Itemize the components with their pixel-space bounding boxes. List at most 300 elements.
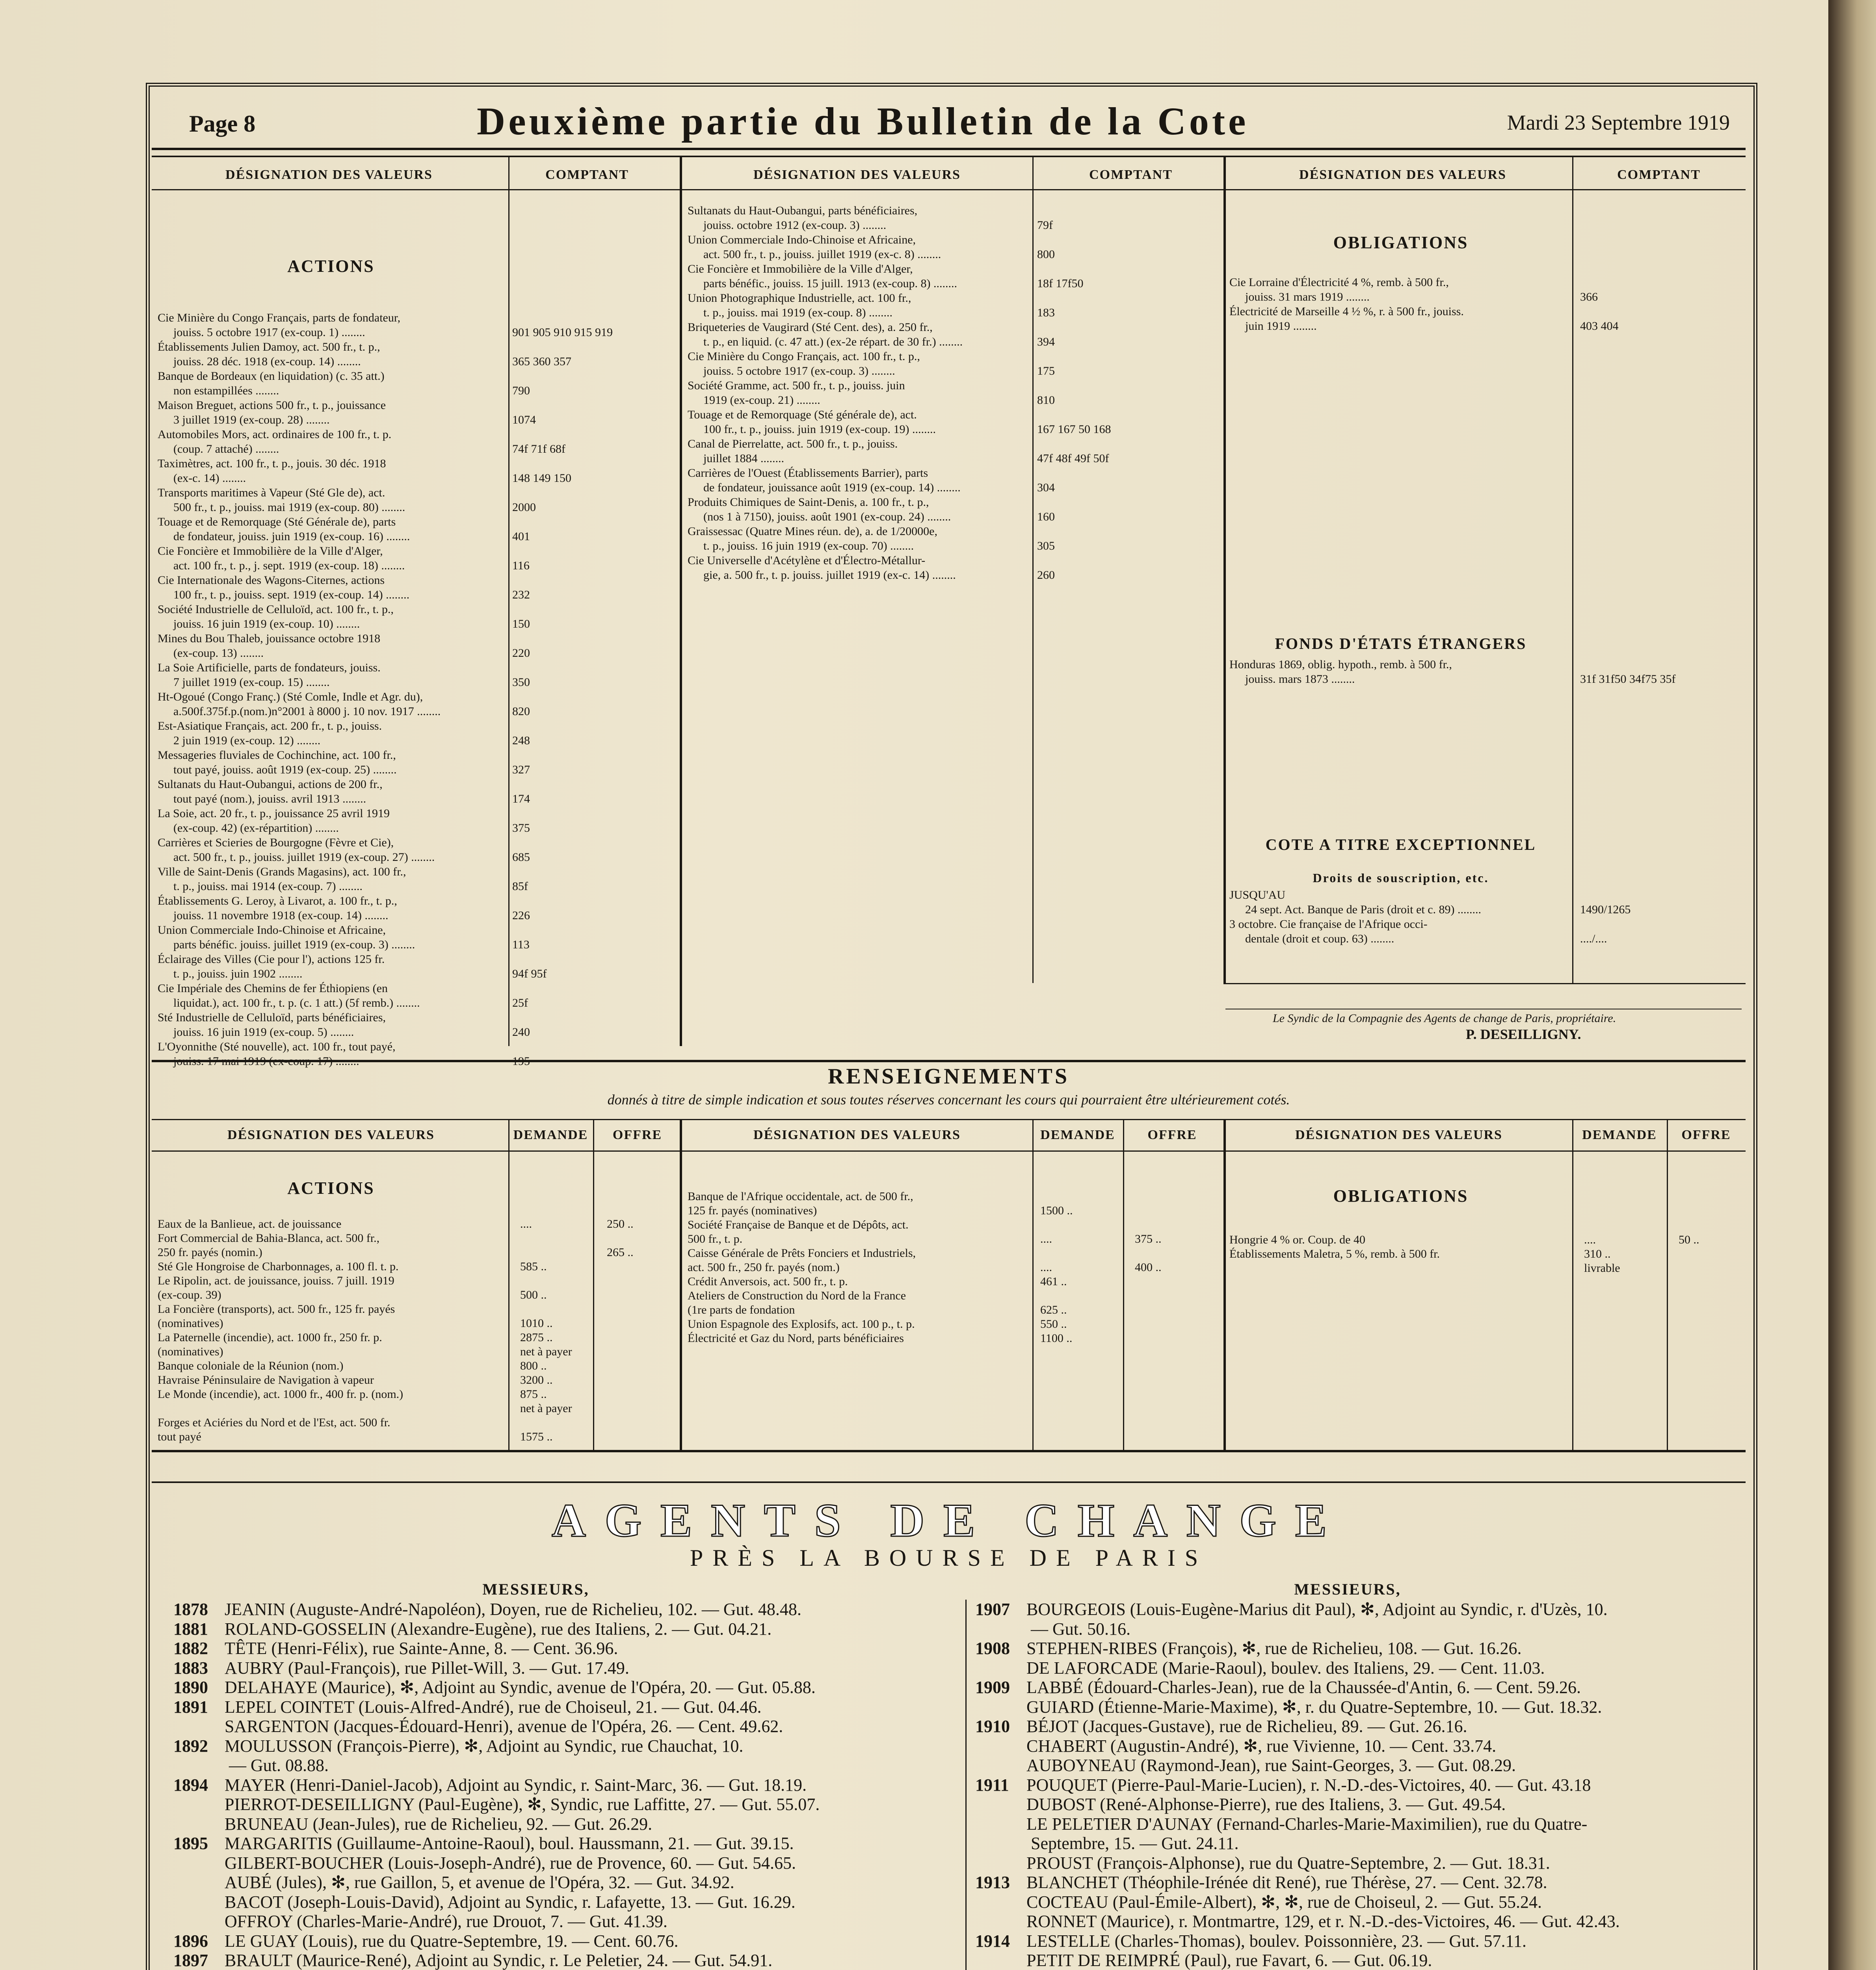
agent-right-entry <box>975 1873 1547 1892</box>
rens-vrule <box>1572 1119 1573 1450</box>
page-title: Deuxième partie du Bulletin de la Cote <box>477 99 1249 143</box>
agent-right-entry <box>975 1756 1516 1775</box>
cote-col1-cours: 790 <box>512 384 530 397</box>
rens-section-obligations: OBLIGATIONS <box>1333 1186 1469 1206</box>
agent-right-entry <box>975 1795 1506 1814</box>
col-header-designation-1: DÉSIGNATION DES VALEURS <box>225 167 433 182</box>
rens-vrule <box>1667 1119 1668 1450</box>
agent-left-name: JEANIN (Auguste-André-Napoléon), Doyen, rue de Richelieu, 102. — Gut. 48.48. <box>225 1600 801 1619</box>
page-date: Mardi 23 Septembre 1919 <box>1507 111 1730 134</box>
agent-right-entry <box>975 1853 1550 1873</box>
agent-right-name: PROUST (François-Alphonse), rue du Quatre-Septembre, 2. — Gut. 18.31. <box>1026 1853 1550 1873</box>
agent-left-year: 1883 <box>173 1658 208 1678</box>
cote-col2-designation: Carrières de l'Ouest (Établissements Barrier), parts <box>688 466 928 479</box>
agent-right-name: PETIT DE REIMPRÉ (Paul), rue Favart, 6. — Gut. 06.19. <box>1026 1951 1432 1970</box>
cote-top-rule <box>152 156 1746 157</box>
cote-vrule <box>1223 156 1226 983</box>
agent-left-year: 1878 <box>173 1600 208 1619</box>
agent-right-name: LABBÉ (Édouard-Charles-Jean), rue de la Chaussée-d'Antin, 6. — Cent. 59.26. <box>1026 1678 1581 1697</box>
rens-col2-designation: Crédit Anversois, act. 500 fr., t. p. <box>688 1275 848 1288</box>
rens-col1-designation: Havraise Péninsulaire de Navigation à vapeur <box>158 1373 374 1386</box>
rens-vrule <box>1032 1119 1034 1450</box>
cote-col2-designation: (nos 1 à 7150), jouiss. août 1901 (ex-coup. 24) ........ <box>703 510 951 523</box>
rens-col3-offre: 50 .. <box>1679 1233 1699 1246</box>
rens-col2-designation: 500 fr., t. p. <box>688 1232 743 1245</box>
agent-right-name: LE PELETIER D'AUNAY (Fernand-Charles-Marie-Maximilien), rue du Quatre- <box>1026 1814 1588 1834</box>
rens-col1-designation: (nominatives) <box>158 1345 223 1358</box>
rens-head-demande-3: DEMANDE <box>1582 1128 1657 1142</box>
cote-col1-cours: 240 <box>512 1026 530 1039</box>
cote-vrule <box>1572 156 1573 983</box>
cote-oblig-cours: 366 <box>1580 290 1598 303</box>
cote-col1-designation: Cie Internationale des Wagons-Citernes, actions <box>158 574 385 587</box>
cote-col1-designation: 2 juin 1919 (ex-coup. 12) ........ <box>173 734 321 747</box>
cote-oblig-designation: jouiss. 31 mars 1919 ........ <box>1245 290 1370 303</box>
cote-col1-designation: Mines du Bou Thaleb, jouissance octobre 1918 <box>158 632 381 645</box>
cote-col1-designation: La Soie, act. 20 fr., t. p., jouissance 25 avril 1919 <box>158 807 390 820</box>
rens-head-demande-2: DEMANDE <box>1040 1128 1115 1142</box>
rens-col2-designation: Société Française de Banque et de Dépôts, act. <box>688 1218 909 1231</box>
cote-col2-designation: de fondateur, jouissance août 1919 (ex-coup. 14) ........ <box>703 481 961 494</box>
agent-right-entry <box>975 1619 1130 1639</box>
syndic-text: Le Syndic de la Compagnie des Agents de change de Paris, propriétaire. <box>1273 1012 1616 1025</box>
cote-col1-designation: Est-Asiatique Français, act. 200 fr., t. p., jouiss. <box>158 719 382 732</box>
rens-col2-designation: Banque de l'Afrique occidentale, act. de 500 fr., <box>688 1190 913 1203</box>
cote-col2-cours: 160 <box>1037 510 1055 523</box>
rens-col1-offre: 265 .. <box>607 1246 634 1259</box>
rens-head-designation-1: DÉSIGNATION DES VALEURS <box>227 1128 435 1142</box>
cote-oblig-cours: 403 404 <box>1580 320 1619 333</box>
agent-left-year: 1894 <box>173 1775 208 1795</box>
cote-oblig-designation: Électricité de Marseille 4 ½ %, r. à 500 fr., jouiss. <box>1229 305 1464 318</box>
rens-head-designation-3: DÉSIGNATION DES VALEURS <box>1295 1128 1502 1142</box>
rens-head-offre-3: OFFRE <box>1681 1128 1731 1142</box>
page-header <box>154 91 1742 150</box>
rens-col3-designation: Établissements Maletra, 5 %, remb. à 500 fr. <box>1229 1247 1440 1260</box>
cote-col1-cours: 226 <box>512 909 530 922</box>
col-header-comptant-1: COMPTANT <box>545 167 629 182</box>
cote-col1-designation: jouiss. 5 octobre 1917 (ex-coup. 1) ........ <box>173 326 365 339</box>
cote-col1-cours: 116 <box>512 559 530 572</box>
agent-right-entry <box>975 1931 1526 1951</box>
col-header-comptant-2: COMPTANT <box>1089 167 1173 182</box>
rens-col2-demande: 461 .. <box>1040 1275 1067 1288</box>
agent-right-year: 1907 <box>975 1600 1010 1619</box>
cote-col1-designation: Touage et de Remorquage (Sté Générale de), parts <box>158 515 396 528</box>
cote-col1-cours: 375 <box>512 821 530 834</box>
agent-left-name: BRUNEAU (Jean-Jules), rue de Richelieu, 92. — Gut. 26.29. <box>225 1814 653 1834</box>
cote-col1-designation: Banque de Bordeaux (en liquidation) (c. 35 att.) <box>158 370 385 383</box>
cote-oblig-designation: juin 1919 ........ <box>1245 320 1317 333</box>
cote-col1-designation: Taximètres, act. 100 fr., t. p., jouis. 30 déc. 1918 <box>158 457 386 470</box>
agent-right-entry <box>975 1736 1496 1756</box>
rens-vrule <box>680 1119 682 1450</box>
section-cote-exceptionnelle: COTE A TITRE EXCEPTIONNEL <box>1265 836 1536 853</box>
cote-col2-cours: 79f <box>1037 219 1053 232</box>
cote-vrule <box>1032 156 1034 983</box>
rens-col1-designation: (nominatives) <box>158 1317 223 1330</box>
cote-col2-designation: gie, a. 500 fr., t. p. jouiss. juillet 1919 (ex-c. 14) ........ <box>703 569 956 582</box>
rens-vrule <box>593 1119 594 1450</box>
rens-col1-designation: Sté Gle Hongroise de Charbonnages, a. 100 fl. t. p. <box>158 1260 399 1273</box>
cote-col2-cours: 175 <box>1037 364 1055 377</box>
cote-col1-cours: 74f 71f 68f <box>512 442 565 455</box>
rens-col2-offre: 400 .. <box>1135 1261 1162 1274</box>
cote-col1-designation: Transports maritimes à Vapeur (Sté Gle de), act. <box>158 486 385 499</box>
agent-right-entry <box>975 1775 1591 1795</box>
agent-left-name: — Gut. 08.88. <box>225 1756 329 1775</box>
agent-left-name: SARGENTON (Jacques-Édouard-Henri), avenue de l'Opéra, 26. — Cent. 49.62. <box>225 1717 783 1736</box>
rens-col1-designation: Eaux de la Banlieue, act. de jouissance <box>158 1217 342 1230</box>
agent-right-entry <box>975 1678 1581 1697</box>
agent-left-name: MAYER (Henri-Daniel-Jacob), Adjoint au Syndic, r. Saint-Marc, 36. — Gut. 18.19. <box>225 1775 807 1795</box>
cote-col1-designation: parts bénéfic. jouiss. juillet 1919 (ex-coup. 3) ........ <box>173 938 415 951</box>
agent-right-name: BOURGEOIS (Louis-Eugène-Marius dit Paul), ✻, Adjoint au Syndic, r. d'Uzès, 10. <box>1026 1600 1608 1619</box>
agent-left-entry <box>173 1795 820 1814</box>
cote-vrule <box>680 156 682 1046</box>
agent-right-year: 1909 <box>975 1678 1010 1697</box>
cote-col2-designation: t. p., jouiss. mai 1919 (ex-coup. 8) ........ <box>703 306 892 319</box>
agent-left-entry <box>173 1658 629 1678</box>
cote-col1-cours: 248 <box>512 734 530 747</box>
cote-col1-designation: Cie Impériale des Chemins de fer Éthiopiens (en <box>158 982 388 995</box>
renseignements-title: RENSEIGNEMENTS <box>827 1064 1070 1089</box>
cote-col2-designation: jouiss. octobre 1912 (ex-coup. 3) ........ <box>703 219 887 232</box>
agent-right-name: RONNET (Maurice), r. Montmartre, 129, et r. N.-D.-des-Victoires, 46. — Gut. 42.43. <box>1026 1912 1620 1931</box>
cote-col2-cours: 800 <box>1037 248 1055 261</box>
agent-right-name: DUBOST (René-Alphonse-Pierre), rue des Italiens, 3. — Gut. 49.54. <box>1026 1795 1506 1814</box>
col-header-designation-2: DÉSIGNATION DES VALEURS <box>753 167 961 182</box>
rens-col2-designation: Ateliers de Construction du Nord de la France <box>688 1289 906 1302</box>
cote-col1-designation: act. 100 fr., t. p., j. sept. 1919 (ex-coup. 18) ........ <box>173 559 405 572</box>
agent-right-entry <box>975 1639 1522 1658</box>
cote-col1-designation: tout payé (nom.), jouiss. avril 1913 ........ <box>173 792 366 805</box>
rens-col2-designation: (1re parts de fondation <box>688 1303 795 1316</box>
agent-right-name: GUIARD (Étienne-Marie-Maxime), ✻, r. du Quatre-Septembre, 10. — Gut. 18.32. <box>1026 1697 1602 1717</box>
cote-col1-cours: 113 <box>512 938 530 951</box>
agent-left-name: LEPEL COINTET (Louis-Alfred-André), rue de Choiseul, 21. — Gut. 04.46. <box>225 1697 762 1717</box>
cote-col2-cours: 47f 48f 49f 50f <box>1037 452 1109 465</box>
cote-col1-cours: 327 <box>512 763 530 776</box>
agent-left-entry <box>173 1931 679 1951</box>
agent-left-entry <box>173 1814 652 1834</box>
cote-col1-designation: Carrières et Scieries de Bourgogne (Fèvre et Cie), <box>158 836 394 849</box>
cote-col2-designation: 1919 (ex-coup. 21) ........ <box>703 394 820 407</box>
agent-left-entry <box>173 1951 772 1970</box>
cote-col1-cours: 150 <box>512 617 530 630</box>
renseignements-subtitle: donnés à titre de simple indication et sous toutes réserves concernant les cours qui pourraient être ultérieurement cotés. <box>607 1092 1290 1108</box>
agent-right-year: 1914 <box>975 1931 1010 1951</box>
cote-col1-designation: 500 fr., t. p., jouiss. mai 1919 (ex-coup. 80) ........ <box>173 501 405 514</box>
header-rule <box>152 148 1746 150</box>
agent-left-entry <box>173 1736 743 1756</box>
agent-left-year: 1882 <box>173 1639 208 1658</box>
agent-left-entry <box>173 1717 783 1736</box>
agents-title: AGENTS DE CHANGE <box>552 1494 1346 1546</box>
agent-right-name: Septembre, 15. — Gut. 24.11. <box>1026 1834 1239 1853</box>
agent-left-name: ROLAND-GOSSELIN (Alexandre-Eugène), rue des Italiens, 2. — Gut. 04.21. <box>225 1619 772 1639</box>
rens-col1-demande: 1010 .. <box>520 1317 553 1330</box>
cote-fonds-designation: Honduras 1869, oblig. hypoth., remb. à 500 fr., <box>1229 658 1452 671</box>
agent-left-year: 1881 <box>173 1619 208 1639</box>
agent-left-year: 1890 <box>173 1678 208 1697</box>
cote-header-rule <box>152 189 1746 190</box>
agent-right-entry <box>975 1717 1467 1736</box>
cote-col1-designation: (ex-coup. 42) (ex-répartition) ........ <box>173 821 339 834</box>
agent-right-name: POUQUET (Pierre-Paul-Marie-Lucien), r. N.-D.-des-Victoires, 40. — Gut. 43.18 <box>1026 1775 1591 1795</box>
cote-col2-cours: 305 <box>1037 539 1055 552</box>
agent-left-name: LE GUAY (Louis), rue du Quatre-Septembre, 19. — Cent. 60.76. <box>225 1931 679 1951</box>
cote-col1-designation: Établissements G. Leroy, à Livarot, a. 100 fr., t. p., <box>158 894 397 907</box>
cote-col1-cours: 685 <box>512 851 530 864</box>
agent-left-name: MOULUSSON (François-Pierre), ✻, Adjoint au Syndic, rue Chauchat, 10. <box>225 1736 744 1756</box>
cote-oblig-designation: Cie Lorraine d'Électricité 4 %, remb. à 500 fr., <box>1229 276 1449 289</box>
cote-col1-cours: 365 360 357 <box>512 355 571 368</box>
rens-col2-offre: 375 .. <box>1135 1232 1162 1245</box>
cote-col2-designation: juillet 1884 ........ <box>703 452 784 465</box>
cote-exc-designation: 24 sept. Act. Banque de Paris (droit et c. 89) ........ <box>1245 903 1482 916</box>
rens-col2-designation: act. 500 fr., 250 fr. payés (nom.) <box>688 1261 840 1274</box>
rens-rule <box>152 1119 1746 1120</box>
agent-left-year: 1896 <box>173 1931 208 1951</box>
cote-col2-designation: Société Gramme, act. 500 fr., t. p., jouiss. juin <box>688 379 905 392</box>
rens-rule <box>152 1150 1746 1152</box>
cote-col1-designation: 3 juillet 1919 (ex-coup. 28) ........ <box>173 413 330 426</box>
cote-col2-designation: Sultanats du Haut-Oubangui, parts bénéficiaires, <box>688 204 918 217</box>
cote-col1-cours: 195 <box>512 1055 530 1068</box>
cote-col2-cours: 260 <box>1037 569 1055 582</box>
agent-right-name: BÉJOT (Jacques-Gustave), rue de Richelieu, 89. — Gut. 26.16. <box>1026 1717 1467 1736</box>
section-droits: Droits de souscription, etc. <box>1313 871 1489 885</box>
cote-col2-cours: 167 167 50 168 <box>1037 423 1111 436</box>
agent-right-name: CHABERT (Augustin-André), ✻, rue Vivienne, 10. — Cent. 33.74. <box>1026 1736 1497 1756</box>
agent-right-entry <box>975 1600 1608 1619</box>
cote-col1-designation: Maison Breguet, actions 500 fr., t. p., jouissance <box>158 399 386 412</box>
cote-col1-designation: Ht-Ogoué (Congo Franç.) (Sté Comle, Indle et Agr. du), <box>158 690 423 703</box>
rens-col1-demande: 585 .. <box>520 1260 547 1273</box>
agent-left-entry <box>173 1756 329 1775</box>
rens-col1-designation: (ex-coup. 39) <box>158 1288 221 1301</box>
cote-exc-cours: 1490/1265 <box>1580 903 1631 916</box>
cote-exc-cours: ..../.... <box>1580 932 1607 945</box>
rens-col2-demande: 550 .. <box>1040 1318 1067 1331</box>
cote-col1-designation: Messageries fluviales de Cochinchine, act. 100 fr., <box>158 749 396 762</box>
cote-col1-cours: 85f <box>512 880 528 893</box>
rens-col2-designation: Caisse Générale de Prêts Fonciers et Industriels, <box>688 1247 916 1260</box>
agent-right-entry <box>975 1912 1620 1931</box>
cote-col1-designation: (ex-c. 14) ........ <box>173 472 246 485</box>
cote-col1-cours: 25f <box>512 996 528 1009</box>
cote-col1-designation: Cie Minière du Congo Français, parts de fondateur, <box>158 311 401 324</box>
cote-col1-cours: 1074 <box>512 413 536 426</box>
agent-left-entry <box>173 1853 796 1873</box>
agent-left-name: MARGARITIS (Guillaume-Antoine-Raoul), boul. Haussmann, 21. — Gut. 39.15. <box>225 1834 794 1853</box>
syndic-name: P. DESEILLIGNY. <box>1466 1026 1581 1042</box>
agent-right-name: STEPHEN-RIBES (François), ✻, rue de Richelieu, 108. — Gut. 16.26. <box>1026 1639 1522 1658</box>
cote-col2-cours: 394 <box>1037 335 1055 348</box>
rens-col1-designation: tout payé <box>158 1430 201 1443</box>
agent-left-entry <box>173 1697 762 1717</box>
cote-col1-designation: a.500f.375f.p.(nom.)n°2001 à 8000 j. 10 nov. 1917 ........ <box>173 705 441 718</box>
cote-col1-designation: Union Commerciale Indo-Chinoise et Africaine, <box>158 924 386 937</box>
agents-vrule <box>965 1600 967 1970</box>
cote-col1-designation: jouiss. 17 mai 1919 (ex-coup. 17) ........ <box>173 1055 359 1068</box>
rens-col1-demande: .... <box>520 1217 532 1230</box>
agents-messieurs-left: MESSIEURS, <box>482 1580 589 1598</box>
col-header-comptant-3: COMPTANT <box>1617 167 1701 182</box>
cote-col1-designation: t. p., jouiss. mai 1914 (ex-coup. 7) ........ <box>173 880 363 893</box>
rens-head-offre-2: OFFRE <box>1147 1128 1197 1142</box>
agent-left-entry <box>173 1912 667 1931</box>
cote-col2-designation: t. p., en liquid. (c. 47 att.) (ex-2e répart. de 30 fr.) ........ <box>703 335 963 348</box>
cote-col1-designation: non estampillées ........ <box>173 384 279 397</box>
agent-left-name: OFFROY (Charles-Marie-André), rue Drouot, 7. — Gut. 41.39. <box>225 1912 667 1931</box>
rens-col1-offre: 250 .. <box>607 1217 634 1230</box>
cote-col2-cours: 18f 17f50 <box>1037 277 1084 290</box>
agent-right-name: AUBOYNEAU (Raymond-Jean), rue Saint-Georges, 3. — Gut. 08.29. <box>1026 1756 1516 1775</box>
cote-col1-designation: Sté Industrielle de Celluloïd, parts bénéficiaires, <box>158 1011 386 1024</box>
agent-right-year: 1911 <box>975 1775 1009 1795</box>
rens-col1-demande: 3200 .. <box>520 1373 553 1386</box>
agent-left-name: DELAHAYE (Maurice), ✻, Adjoint au Syndic, avenue de l'Opéra, 20. — Gut. 05.88. <box>225 1678 816 1697</box>
agent-left-entry <box>173 1834 794 1853</box>
rens-head-demande-1: DEMANDE <box>513 1128 588 1142</box>
rens-col1-designation: Le Ripolin, act. de jouissance, jouiss. 7 juill. 1919 <box>158 1274 394 1287</box>
cote-col1-cours: 820 <box>512 705 530 718</box>
cote-col1-designation: Établissements Julien Damoy, act. 500 fr., t. p., <box>158 340 380 353</box>
cote-col2-designation: Touage et de Remorquage (Sté générale de), act. <box>688 408 917 421</box>
page-edge <box>1828 0 1876 1970</box>
rens-col1-designation: Banque coloniale de la Réunion (nom.) <box>158 1359 344 1372</box>
rens-col1-designation: La Foncière (transports), act. 500 fr., 125 fr. payés <box>158 1303 395 1316</box>
cote-col1-cours: 148 149 150 <box>512 472 571 485</box>
agent-right-entry <box>975 1697 1602 1717</box>
cote-col1-cours: 350 <box>512 676 530 689</box>
agent-left-name: BACOT (Joseph-Louis-David), Adjoint au Syndic, r. Lafayette, 13. — Gut. 16.29. <box>225 1892 796 1912</box>
rens-vrule <box>508 1119 509 1450</box>
agent-left-year: 1892 <box>173 1736 208 1756</box>
agent-left-name: GILBERT-BOUCHER (Louis-Joseph-André), rue de Provence, 60. — Gut. 54.65. <box>225 1853 796 1873</box>
rens-col3-demande: .... <box>1584 1233 1596 1246</box>
cote-col1-designation: 7 juillet 1919 (ex-coup. 15) ........ <box>173 676 330 689</box>
agent-left-entry <box>173 1639 618 1658</box>
agent-right-entry <box>975 1892 1542 1912</box>
cote-col2-designation: Cie Universelle d'Acétylène et d'Électro-Métallur- <box>688 554 926 567</box>
cote-col1-designation: tout payé, jouiss. août 1919 (ex-coup. 25) ........ <box>173 763 397 776</box>
rens-col1-demande: 1575 .. <box>520 1430 553 1443</box>
cote-col1-designation: Ville de Saint-Denis (Grands Magasins), act. 100 fr., <box>158 865 406 878</box>
cote-fonds-designation: jouiss. mars 1873 ........ <box>1245 673 1355 686</box>
agent-left-entry <box>173 1619 772 1639</box>
cote-col1-designation: Éclairage des Villes (Cie pour l'), actions 125 fr. <box>158 953 385 966</box>
agent-left-name: AUBRY (Paul-François), rue Pillet-Will, 3. — Gut. 17.49. <box>225 1658 629 1678</box>
cote-col1-designation: (ex-coup. 13) ........ <box>173 647 264 660</box>
cote-bottom-rule-3 <box>1223 983 1746 984</box>
rens-col1-demande: 875 .. <box>520 1388 547 1401</box>
cote-exc-designation: dentale (droit et coup. 63) ........ <box>1245 932 1394 945</box>
rens-col2-designation: Union Espagnole des Explosifs, act. 100 p., t. p. <box>688 1318 915 1331</box>
rens-col1-designation: Forges et Aciéries du Nord et de l'Est, act. 500 fr. <box>158 1416 390 1429</box>
rens-col1-designation: Le Monde (incendie), act. 1000 fr., 400 fr. p. (nom.) <box>158 1388 403 1401</box>
agent-right-entry <box>975 1834 1239 1853</box>
rens-col2-designation: 125 fr. payés (nominatives) <box>688 1204 817 1217</box>
cote-exc-designation: 3 octobre. Cie française de l'Afrique occi- <box>1229 918 1428 931</box>
cote-col2-cours: 183 <box>1037 306 1055 319</box>
agent-left-name: PIERROT-DESEILLIGNY (Paul-Eugène), ✻, Syndic, rue Laffitte, 27. — Gut. 55.07. <box>225 1795 820 1814</box>
rens-col1-designation: La Paternelle (incendie), act. 1000 fr., 250 fr. p. <box>158 1331 382 1344</box>
cote-col1-designation: jouiss. 11 novembre 1918 (ex-coup. 14) ........ <box>173 909 389 922</box>
cote-vrule <box>508 156 509 1046</box>
cote-col1-designation: jouiss. 16 juin 1919 (ex-coup. 5) ........ <box>173 1026 354 1039</box>
agent-right-entry <box>975 1814 1587 1834</box>
rens-col3-designation: Hongrie 4 % or. Coup. de 40 <box>1229 1233 1365 1246</box>
agent-right-name: LESTELLE (Charles-Thomas), boulev. Poissonnière, 23. — Gut. 57.11. <box>1026 1931 1526 1951</box>
section-fonds-etrangers: FONDS D'ÉTATS ÉTRANGERS <box>1275 635 1527 652</box>
rens-vrule <box>1123 1119 1124 1450</box>
agent-left-entry <box>173 1600 801 1619</box>
rens-section-actions: ACTIONS <box>287 1178 375 1198</box>
section-obligations: OBLIGATIONS <box>1333 233 1469 252</box>
rens-bottom-rule <box>152 1450 1746 1452</box>
cote-col1-designation: Société Industrielle de Celluloïd, act. 100 fr., t. p., <box>158 603 394 616</box>
rens-col2-demande: .... <box>1040 1261 1052 1274</box>
agent-left-entry <box>173 1892 796 1912</box>
rens-col3-demande: 310 .. <box>1584 1247 1611 1260</box>
rens-head-designation-2: DÉSIGNATION DES VALEURS <box>753 1128 961 1142</box>
cote-col1-designation: L'Oyonnithe (Sté nouvelle), act. 100 fr., tout payé, <box>158 1040 396 1053</box>
rens-col1-designation: 250 fr. payés (nomin.) <box>158 1246 262 1259</box>
page-number: Page 8 <box>189 111 256 137</box>
cote-col2-cours: 304 <box>1037 481 1055 494</box>
cote-col2-cours: 810 <box>1037 394 1055 407</box>
rens-col3-demande: livrable <box>1584 1262 1620 1275</box>
agent-left-name: AUBÉ (Jules), ✻, rue Gaillon, 5, et avenue de l'Opéra, 32. — Gut. 34.92. <box>225 1873 734 1892</box>
cote-col2-designation: Cie Foncière et Immobilière de la Ville d'Alger, <box>688 262 913 275</box>
agent-left-year: 1897 <box>173 1951 208 1970</box>
rens-col1-demande: 800 .. <box>520 1359 547 1372</box>
cote-col1-designation: jouiss. 28 déc. 1918 (ex-coup. 14) ........ <box>173 355 361 368</box>
agent-left-name: TÊTE (Henri-Félix), rue Sainte-Anne, 8. — Cent. 36.96. <box>225 1639 618 1658</box>
cote-exc-designation: JUSQU'AU <box>1229 888 1286 901</box>
cote-col1-designation: 100 fr., t. p., jouiss. sept. 1919 (ex-coup. 14) ........ <box>173 588 410 601</box>
cote-col1-cours: 94f 95f <box>512 967 547 980</box>
cote-col1-designation: jouiss. 16 juin 1919 (ex-coup. 10) ........ <box>173 617 360 630</box>
cote-col1-designation: de fondateur, jouiss. juin 1919 (ex-coup. 16) ........ <box>173 530 410 543</box>
rens-col1-demande: 500 .. <box>520 1288 547 1301</box>
cote-col1-cours: 901 905 910 915 919 <box>512 326 613 339</box>
cote-col1-designation: Automobiles Mors, act. ordinaires de 100 fr., t. p. <box>158 428 392 441</box>
cote-col2-designation: Graissessac (Quatre Mines réun. de), a. de 1/20000e, <box>688 525 937 538</box>
rens-col2-demande: .... <box>1040 1232 1052 1245</box>
agent-right-name: COCTEAU (Paul-Émile-Albert), ✻, ✻, rue de Choiseul, 2. — Gut. 55.24. <box>1026 1892 1542 1912</box>
agent-left-year: 1895 <box>173 1834 208 1853</box>
cote-col2-designation: parts bénéfic., jouiss. 15 juill. 1913 (ex-coup. 8) ........ <box>703 277 958 290</box>
agents-subtitle: PRÈS LA BOURSE DE PARIS <box>690 1545 1208 1571</box>
rens-col2-demande: 625 .. <box>1040 1303 1067 1316</box>
rens-vrule <box>1223 1119 1226 1450</box>
agent-right-year: 1908 <box>975 1639 1010 1658</box>
agent-left-year: 1891 <box>173 1697 208 1717</box>
cote-col2-designation: Briqueteries de Vaugirard (Sté Cent. des), a. 250 fr., <box>688 321 933 334</box>
cote-fonds-cours: 31f 31f50 34f75 35f <box>1580 673 1676 686</box>
agent-right-name: BLANCHET (Théophile-Irénée dit René), rue Thérèse, 27. — Cent. 32.78. <box>1026 1873 1547 1892</box>
agent-right-entry <box>975 1658 1545 1678</box>
agents-top-rule <box>152 1481 1746 1483</box>
agent-right-name: — Gut. 50.16. <box>1026 1619 1130 1639</box>
rens-col1-demande: net à payer <box>520 1345 572 1358</box>
rens-col1-designation: Fort Commercial de Bahia-Blanca, act. 500 fr., <box>158 1232 380 1245</box>
rens-col2-demande: 1100 .. <box>1040 1332 1073 1345</box>
